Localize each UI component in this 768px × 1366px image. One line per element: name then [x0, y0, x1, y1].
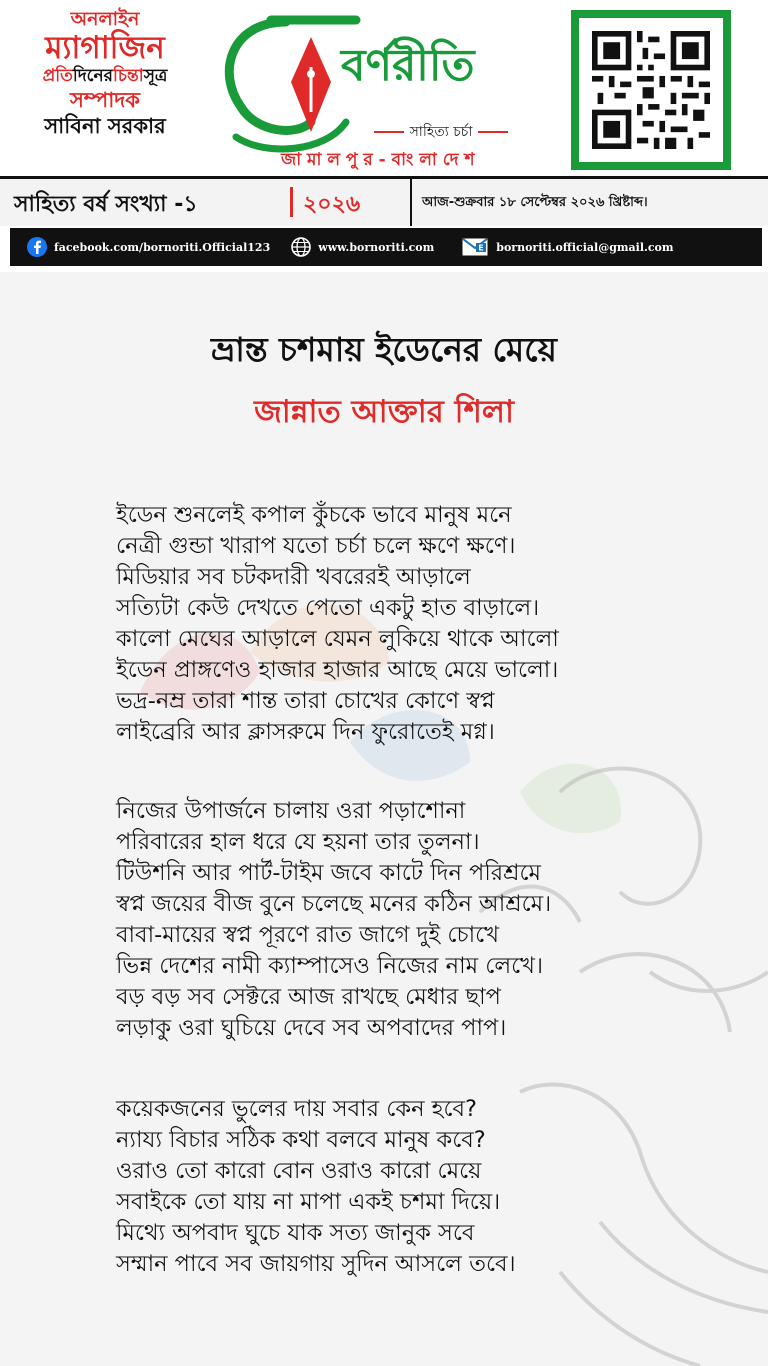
- issue-bar: [0, 176, 768, 226]
- magazine-header: [0, 0, 768, 176]
- poem-line: ইডেন প্রাঙ্গণেও হাজার হাজার আছে মেয়ে ভালো।: [116, 657, 559, 683]
- issue-year: ২০২৬: [303, 192, 361, 217]
- poem-line: ভদ্র-নম্র তারা শান্ত তারা চোখের কোণে স্বপ্ন: [116, 688, 495, 714]
- tagline: প্রতিদিনেরচিন্তাসূত্র: [42, 66, 168, 87]
- issue-date: আজ-শুক্রবার ১৮ সেপ্টেম্বর ২০২৬ খ্রিষ্টাব্দ।: [422, 195, 648, 210]
- qr-code[interactable]: [571, 10, 731, 170]
- editor-label: সম্পাদক: [69, 88, 141, 113]
- poem-line: টিউশনি আর পার্ট-টাইম জবে কাটে দিন পরিশ্রমে: [116, 860, 542, 886]
- poem-line: নিজের উপার্জনে চালায় ওরা পড়াশোনা: [116, 798, 466, 824]
- poem-line: ন্যায্য বিচার সঠিক কথা বলবে মানুষ কবে?: [116, 1127, 486, 1153]
- poem-line: লাইব্রেরি আর ক্লাসরুমে দিন ফুরোতেই মগ্ন।: [116, 719, 495, 745]
- location-line: জা মা ল পু র - বাং লা দে শ: [281, 150, 475, 170]
- poem-line: সবাইকে তো যায় না মাপা একই চশমা দিয়ে।: [116, 1189, 501, 1215]
- poem-line: লড়াকু ওরা ঘুচিয়ে দেবে সব অপবাদের পাপ।: [116, 1015, 507, 1041]
- brand-logo: [216, 12, 546, 172]
- poem-line: মিথ্যে অপবাদ ঘুচে যাক সত্য জানুক সবে: [116, 1220, 475, 1246]
- poem-line: কয়েকজনের ভুলের দায় সবার কেন হবে?: [116, 1096, 477, 1122]
- poem-line: স্বপ্ন জয়ের বীজ বুনে চলেছে মনের কঠিন আশ্রমে।: [116, 891, 552, 917]
- email-icon: [462, 238, 488, 256]
- poem-line: ওরাও তো কারো বোন ওরাও কারো মেয়ে: [116, 1158, 482, 1184]
- issue-divider-2: [410, 179, 412, 226]
- poem-line: পরিবারের হাল ধরে যে হয়না তার তুলনা।: [116, 829, 480, 855]
- facebook-icon: [26, 236, 48, 258]
- poem-title: ভ্রান্ত চশমায় ইডেনের মেয়ে: [211, 330, 557, 369]
- brand-subtitle: সাহিত্য চর্চা: [346, 120, 536, 144]
- facebook-link[interactable]: facebook.com/bornoriti.Official123: [26, 236, 270, 258]
- issue-number: সাহিত্য বর্ষ সংখ্যা -১: [14, 192, 198, 217]
- brand-name: বর্ণরীতি: [341, 40, 475, 91]
- svg-text:E: E: [478, 243, 484, 253]
- email-link[interactable]: E bornoriti.official@gmail.com: [462, 238, 673, 256]
- poem-line: সম্মান পাবে সব জায়গায় সুদিন আসলে তবে।: [116, 1251, 516, 1277]
- magazine-info: [10, 10, 200, 137]
- poem-line: ভিন্ন দেশের নামী ক্যাম্পাসেও নিজের নাম লেখে।: [116, 953, 543, 979]
- poet-name: জান্নাত আক্তার শিলা: [254, 394, 514, 430]
- stanza-3: [116, 1094, 716, 1280]
- qr-code-icon: [592, 31, 710, 149]
- website-link[interactable]: www.bornoriti.com: [290, 236, 434, 258]
- poem-line: মিডিয়ার সব চটকদারী খবরেরই আড়ালে: [116, 564, 471, 590]
- magazine-label: ম্যাগাজিন: [45, 29, 165, 66]
- poem-line: নেত্রী গুন্ডা খারাপ যতো চর্চা চলে ক্ষণে ক্ষণে।: [116, 533, 516, 559]
- poem-line: কালো মেঘের আড়ালে যেমন লুকিয়ে থাকে আলো: [116, 626, 559, 652]
- poem-line: বড় বড় সব সেক্টরে আজ রাখছে মেধার ছাপ: [116, 984, 501, 1010]
- poem-line: ইডেন শুনলেই কপাল কুঁচকে ভাবে মানুষ মনে: [116, 502, 512, 528]
- poem-line: সত্যিটা কেউ দেখতে পেতো একটু হাত বাড়ালে।: [116, 595, 540, 621]
- stanza-1: [116, 500, 716, 748]
- issue-divider: [290, 187, 293, 217]
- poem-line: বাবা-মায়ের স্বপ্ন পূরণে রাত জাগে দুই চোখে: [116, 922, 499, 948]
- poem-area: [0, 272, 768, 1366]
- stanza-2: [116, 796, 716, 1044]
- contact-bar: [10, 228, 762, 266]
- editor-name: সাবিনা সরকার: [44, 114, 166, 139]
- globe-icon: [290, 236, 312, 258]
- online-label: অনলাইন: [70, 8, 140, 30]
